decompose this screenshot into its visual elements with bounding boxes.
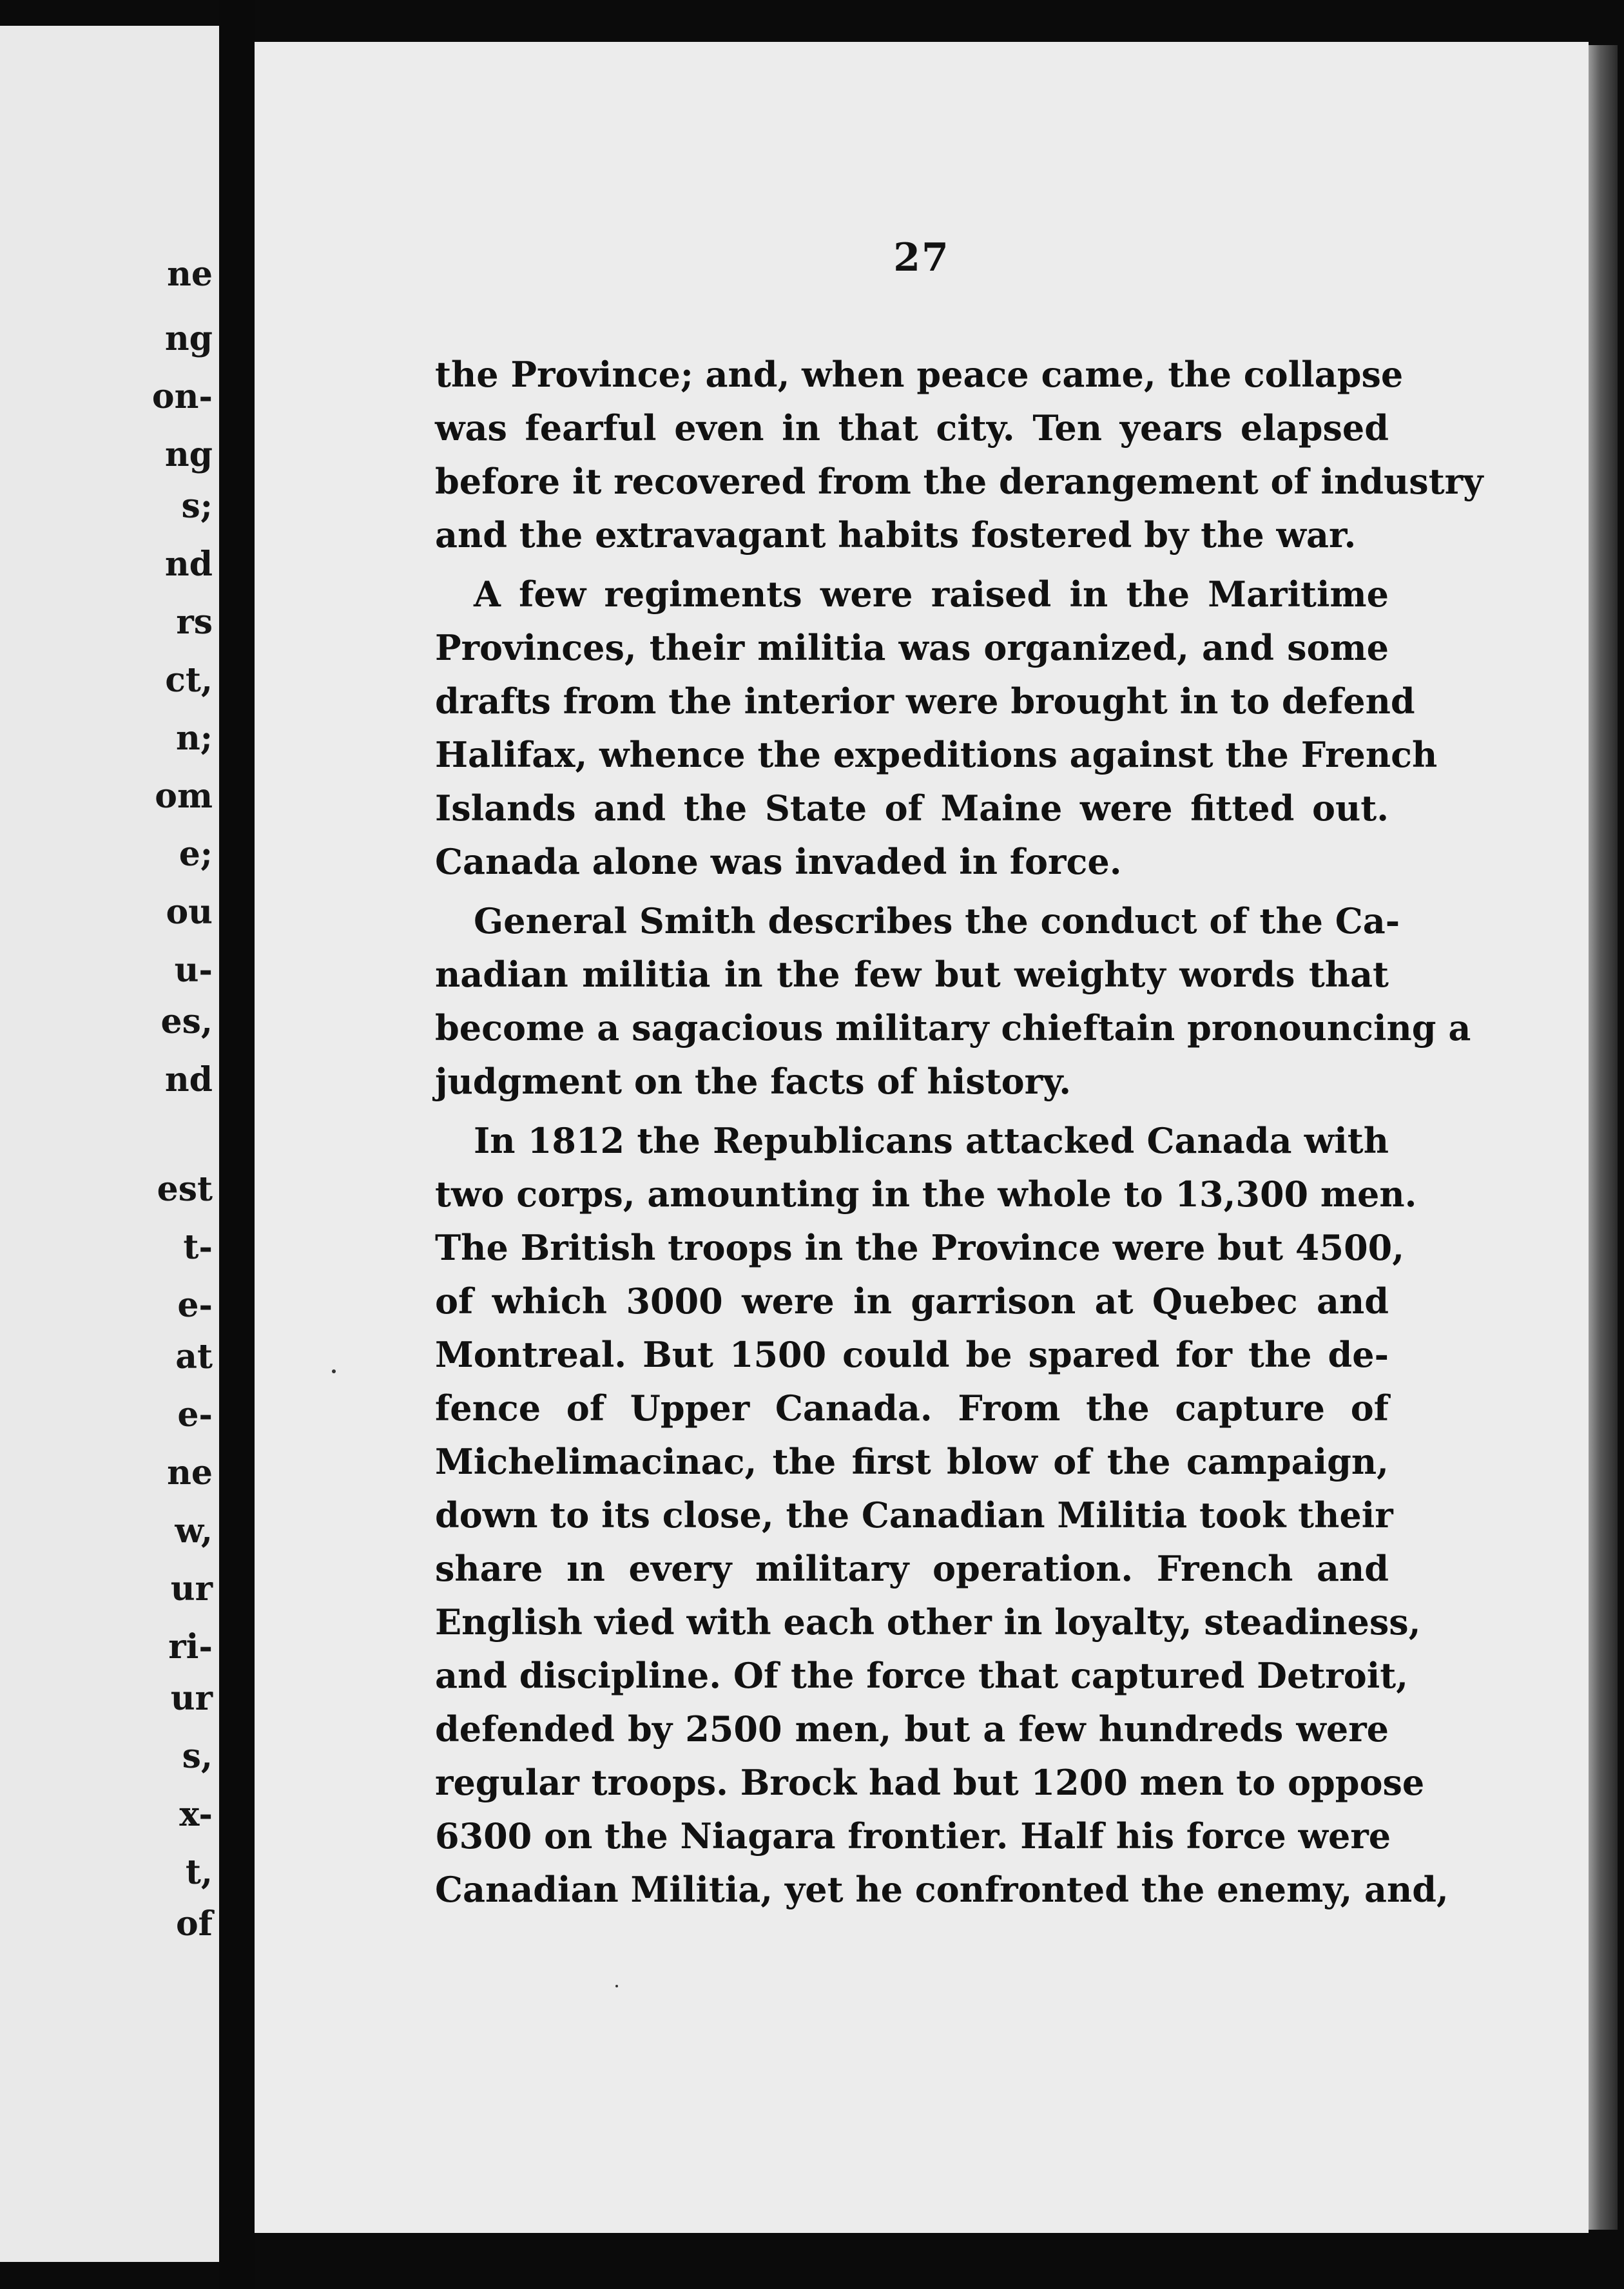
text-line: Canadian Militia, yet he confronted the enemy, and,	[435, 1869, 1449, 1910]
text-line: regular troops. Brock had but 1200 men to oppose	[435, 1762, 1425, 1803]
text-line: Halifax, whence the expeditions against the French	[435, 734, 1438, 775]
text-line: before it recovered from the derangement of industry	[435, 461, 1484, 502]
text-line: General Smith describes the conduct of the Ca-	[474, 900, 1400, 942]
facing-page-fragment: es,	[160, 1002, 213, 1041]
page-number: 27	[893, 235, 950, 280]
facing-page-fragment: e-	[177, 1286, 213, 1325]
book-gutter	[219, 0, 255, 2289]
facing-page-fragment: ri-	[168, 1627, 213, 1666]
text-line: The British troops in the Province were but 4500,	[435, 1227, 1405, 1268]
text-line: nadian militia in the few but weighty words that	[435, 954, 1389, 995]
facing-page-fragment: on-	[151, 377, 213, 416]
paragraph	[435, 348, 1484, 562]
text-line: and the extravagant habits fostered by the war.	[435, 514, 1357, 555]
facing-page-fragment: n;	[175, 719, 213, 758]
paragraph	[435, 894, 1471, 1108]
text-line: of which 3000 were in garrison at Quebec and	[435, 1280, 1389, 1322]
facing-page-fragment: e-	[177, 1395, 213, 1434]
text-line: Montreal. But 1500 could be spared for the de-	[435, 1334, 1389, 1375]
text-line: Canada alone was invaded in force.	[435, 841, 1122, 882]
facing-page-fragment: t-	[183, 1228, 213, 1267]
facing-page-fragment: om	[155, 777, 213, 816]
text-line: 6300 on the Niagara frontier. Half his force were	[435, 1815, 1391, 1857]
facing-page-fragment: of	[175, 1904, 213, 1944]
facing-page-fragment: ne	[167, 255, 213, 294]
text-line: Islands and the State of Maine were fitted out.	[435, 787, 1389, 829]
text-line: A few regiments were raised in the Maritime	[474, 574, 1389, 615]
text-line: fence of Upper Canada. From the capture of	[435, 1387, 1389, 1429]
text-line: English vied with each other in loyalty, steadiness,	[435, 1601, 1421, 1643]
facing-page-fragment: e;	[179, 835, 213, 874]
text-line: In 1812 the Republicans attacked Canada with	[474, 1120, 1389, 1161]
facing-page-fragment: ct,	[165, 661, 213, 700]
text-line: drafts from the interior were brought in to defend	[435, 681, 1415, 722]
facing-page-fragment: nd	[164, 1060, 213, 1099]
text-line: was fearful even in that city. Ten years elapsed	[435, 407, 1389, 449]
facing-page-fragment: nd	[164, 545, 213, 584]
paper-speck	[615, 1985, 618, 1987]
text-line: and discipline. Of the force that captured Detroit,	[435, 1655, 1409, 1696]
facing-page-fragment: ng	[164, 435, 213, 474]
facing-page-fragment: t,	[185, 1853, 213, 1892]
facing-page-text-fragments	[0, 26, 219, 2262]
text-line: Michelimacinac, the first blow of the campaign,	[435, 1441, 1389, 1482]
text-line: two corps, amounting in the whole to 13,300 men.	[435, 1173, 1417, 1215]
facing-page-fragment: at	[175, 1337, 213, 1376]
text-line: judgment on the facts of history.	[435, 1061, 1072, 1102]
facing-page-fragment: x-	[179, 1795, 213, 1834]
paragraph	[435, 568, 1438, 889]
page-edge-shadow	[1589, 45, 1618, 2230]
facing-page-fragment: ne	[167, 1453, 213, 1492]
facing-page	[0, 26, 219, 2262]
facing-page-fragment: u-	[174, 951, 213, 990]
paragraph	[435, 1114, 1449, 1917]
text-line: become a sagacious military chieftain pronouncing a	[435, 1007, 1471, 1048]
facing-page-fragment: ur	[170, 1569, 213, 1608]
book-page	[255, 42, 1589, 2233]
paper-speck	[332, 1369, 336, 1373]
facing-page-fragment: ur	[170, 1679, 213, 1718]
body-text	[435, 348, 1484, 1922]
facing-page-fragment: ou	[166, 893, 213, 932]
facing-page-fragment: rs	[176, 603, 213, 642]
facing-page-fragment: s;	[181, 487, 213, 526]
facing-page-fragment: est	[157, 1170, 213, 1209]
text-line: down to its close, the Canadian Militia took their	[435, 1494, 1393, 1536]
text-line: share ın every military operation. French and	[435, 1548, 1389, 1589]
text-line: Provinces, their militia was organized, and some	[435, 627, 1389, 668]
text-line: the Province; and, when peace came, the collapse	[435, 354, 1404, 395]
facing-page-fragment: ng	[164, 319, 213, 358]
text-line: defended by 2500 men, but a few hundreds were	[435, 1708, 1389, 1750]
facing-page-fragment: w,	[175, 1511, 213, 1550]
facing-page-fragment: s,	[182, 1737, 213, 1776]
